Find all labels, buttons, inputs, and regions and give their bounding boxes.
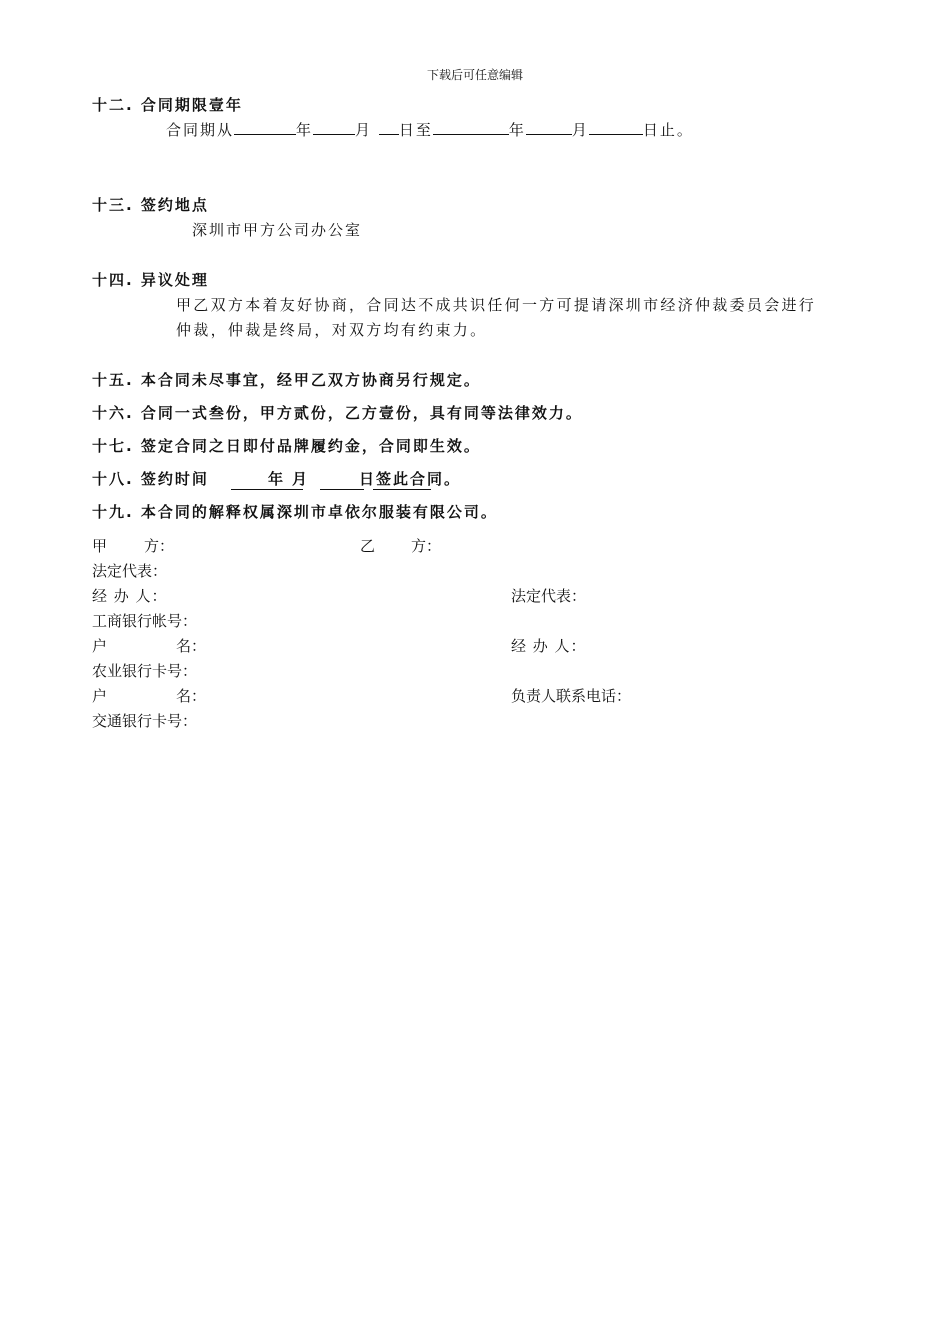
month-label: 月 (355, 121, 373, 139)
start-year-blank (234, 119, 296, 135)
party-b-label: 乙 (360, 537, 376, 555)
sign-day-label: 日 (359, 470, 377, 488)
section-13-title: 十三. 签约地点 (92, 196, 209, 214)
account-name-2-colon: 名： (176, 687, 207, 705)
signing-location: 深圳市甲方公司办公室 (192, 221, 363, 239)
start-month-blank (313, 119, 355, 135)
dispute-text-line-2: 仲裁，仲裁是终局，对双方均有约束力。 (176, 321, 488, 339)
end-month-blank (526, 119, 572, 135)
day-end-label: 日止。 (642, 121, 694, 139)
sign-suffix: 签此合同。 (376, 470, 462, 488)
section-18-label: 十八. 签约时间 (92, 470, 209, 488)
page-header: 下载后可任意编辑 (426, 68, 523, 82)
party-a-agent: 经 办 人： (92, 587, 168, 605)
year-label: 年 (296, 121, 314, 139)
party-a-colon: 方： (144, 537, 175, 555)
section-17: 十七. 签定合同之日即付品牌履约金，合同即生效。 (92, 437, 481, 455)
party-b-colon: 方： (411, 537, 442, 555)
account-name-1-colon: 名： (176, 637, 207, 655)
year-label: 年 (508, 121, 526, 139)
month-label: 月 (571, 121, 589, 139)
end-year-blank (433, 119, 509, 135)
day-to-label: 日至 (398, 121, 433, 139)
sign-month-label: 月 (292, 470, 310, 488)
contract-period-line (166, 119, 694, 140)
party-b-agent: 经 办 人： (511, 637, 587, 655)
account-name-2-label: 户 (92, 687, 108, 705)
party-a-legal-rep: 法定代表： (92, 562, 168, 580)
sign-suffix-underline (373, 489, 431, 490)
icbc-account: 工商银行帐号： (92, 612, 198, 630)
period-from-label: 合同期从 (166, 121, 235, 139)
sign-year-blank (231, 489, 303, 490)
account-name-1-label: 户 (92, 637, 108, 655)
dispute-text-line-1: 甲乙双方本着友好协商，合同达不成共识任何一方可提请深圳市经济仲裁委员会进行 (176, 296, 817, 314)
section-12-title: 十二. 合同期限壹年 (92, 96, 243, 114)
abc-card: 农业银行卡号： (92, 662, 198, 680)
sign-day-blank (320, 489, 364, 490)
party-b-phone: 负责人联系电话： (511, 687, 632, 705)
section-19: 十九. 本合同的解释权属深圳市卓依尔服装有限公司。 (92, 503, 498, 521)
bocom-card: 交通银行卡号： (92, 712, 198, 730)
section-15: 十五. 本合同未尽事宜，经甲乙双方协商另行规定。 (92, 371, 481, 389)
start-day-blank (379, 119, 399, 135)
party-a-label: 甲 (92, 537, 108, 555)
end-day-blank (589, 119, 643, 135)
section-16: 十六. 合同一式叁份，甲方贰份，乙方壹份，具有同等法律效力。 (92, 404, 583, 422)
section-14-title: 十四. 异议处理 (92, 271, 209, 289)
sign-year-label: 年 (268, 470, 286, 488)
party-b-legal-rep: 法定代表： (511, 587, 587, 605)
